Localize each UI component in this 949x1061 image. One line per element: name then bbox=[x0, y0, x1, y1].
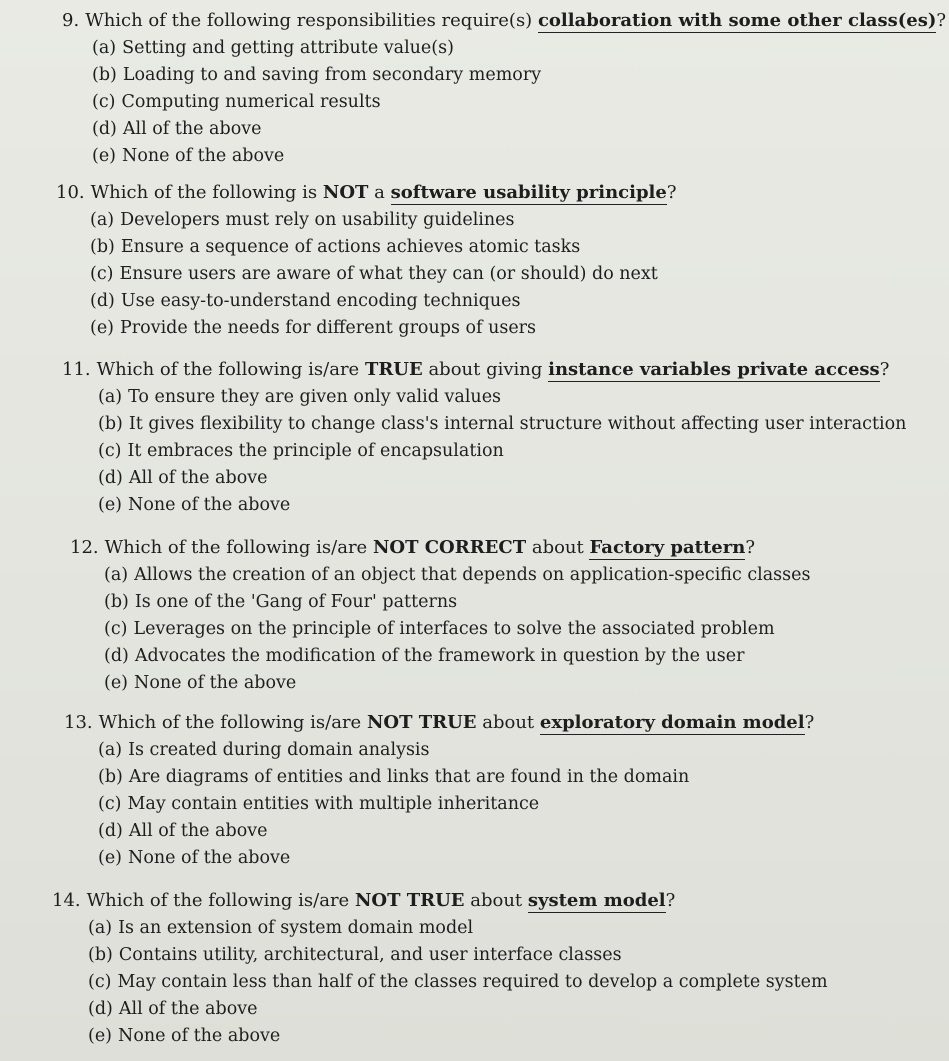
stem-text: Which of the following is bbox=[90, 182, 323, 203]
stem-text: about giving bbox=[422, 359, 549, 380]
question-number: 14. bbox=[52, 890, 81, 911]
option-text: Setting and getting attribute value(s) bbox=[122, 38, 454, 58]
option-text: Loading to and saving from secondary memory bbox=[122, 65, 542, 85]
stem-text: Which of the following is/are bbox=[104, 537, 373, 558]
option-d bbox=[104, 643, 949, 670]
option-label: (d) bbox=[88, 999, 113, 1019]
stem-text: about bbox=[476, 712, 540, 733]
stem-emphasis: NOT TRUE bbox=[366, 712, 477, 733]
question-13 bbox=[0, 710, 949, 872]
option-label: (d) bbox=[104, 646, 129, 666]
option-label: (c) bbox=[90, 264, 114, 284]
option-text: Leverages on the principle of interfaces to solve the associated problem bbox=[133, 619, 775, 639]
option-c bbox=[98, 438, 949, 465]
option-label: (d) bbox=[98, 468, 123, 488]
question-stem bbox=[62, 357, 949, 382]
stem-text: Which of the following is/are bbox=[98, 712, 367, 733]
option-c bbox=[104, 616, 949, 643]
option-list bbox=[56, 207, 949, 342]
option-list bbox=[62, 384, 949, 519]
option-text: Is an extension of system domain model bbox=[118, 918, 474, 938]
option-text: Provide the needs for different groups of users bbox=[120, 318, 537, 338]
option-label: (b) bbox=[104, 592, 129, 612]
option-a bbox=[104, 562, 949, 589]
option-e bbox=[98, 492, 949, 519]
option-text: Developers must rely on usability guidelines bbox=[120, 210, 515, 230]
option-text: Contains utility, architectural, and user interface classes bbox=[118, 945, 622, 965]
stem-topic: collaboration with some other class(es) bbox=[537, 10, 937, 31]
option-label: (c) bbox=[98, 441, 122, 461]
stem-text: a bbox=[368, 182, 391, 203]
stem-end: ? bbox=[936, 10, 947, 31]
question-number: 10. bbox=[56, 182, 85, 203]
option-label: (c) bbox=[88, 972, 112, 992]
option-label: (a) bbox=[98, 740, 123, 760]
option-a bbox=[88, 915, 949, 942]
option-b bbox=[92, 62, 949, 89]
option-label: (c) bbox=[92, 92, 116, 112]
option-text: All of the above bbox=[128, 821, 268, 841]
option-text: Are diagrams of entities and links that are found in the domain bbox=[128, 767, 690, 787]
stem-emphasis: TRUE bbox=[364, 359, 423, 380]
stem-topic: instance variables private access bbox=[548, 359, 880, 380]
option-label: (a) bbox=[90, 210, 115, 230]
option-text: May contain entities with multiple inheritance bbox=[127, 794, 540, 814]
option-d bbox=[98, 465, 949, 492]
option-c bbox=[92, 89, 949, 116]
option-label: (e) bbox=[92, 146, 117, 166]
option-text: All of the above bbox=[118, 999, 258, 1019]
question-stem bbox=[52, 888, 949, 913]
option-d bbox=[98, 818, 949, 845]
option-label: (a) bbox=[104, 565, 129, 585]
stem-end: ? bbox=[745, 537, 755, 558]
option-list bbox=[52, 915, 949, 1050]
option-list bbox=[64, 737, 949, 872]
option-text: May contain less than half of the classes required to develop a complete system bbox=[117, 972, 828, 992]
option-c bbox=[98, 791, 949, 818]
option-label: (d) bbox=[92, 119, 117, 139]
question-number: 12. bbox=[70, 537, 99, 558]
option-text: Is created during domain analysis bbox=[128, 740, 430, 760]
option-label: (a) bbox=[88, 918, 113, 938]
question-number: 11. bbox=[62, 359, 91, 380]
option-text: All of the above bbox=[122, 119, 262, 139]
option-label: (b) bbox=[98, 767, 123, 787]
stem-end: ? bbox=[665, 890, 676, 911]
option-e bbox=[104, 670, 949, 697]
option-text: Ensure a sequence of actions achieves atomic tasks bbox=[120, 237, 581, 257]
option-b bbox=[104, 589, 949, 616]
option-b bbox=[90, 234, 949, 261]
option-list bbox=[70, 562, 949, 697]
option-d bbox=[88, 996, 949, 1023]
option-label: (d) bbox=[90, 291, 115, 311]
option-text: To ensure they are given only valid values bbox=[128, 387, 502, 407]
option-text: Ensure users are aware of what they can (or should) do next bbox=[119, 264, 658, 284]
option-e bbox=[98, 845, 949, 872]
option-label: (a) bbox=[98, 387, 123, 407]
option-d bbox=[90, 288, 949, 315]
option-a bbox=[98, 384, 949, 411]
question-9 bbox=[0, 8, 949, 170]
option-text: None of the above bbox=[118, 1026, 281, 1046]
option-c bbox=[90, 261, 949, 288]
stem-text: Which of the following is/are bbox=[86, 890, 355, 911]
option-label: (e) bbox=[90, 318, 115, 338]
option-label: (c) bbox=[98, 794, 122, 814]
option-label: (a) bbox=[92, 38, 117, 58]
stem-end: ? bbox=[666, 182, 677, 203]
stem-text: Which of the following responsibilities require(s) bbox=[85, 10, 538, 31]
stem-text: about bbox=[526, 537, 590, 558]
stem-text: Which of the following is/are bbox=[96, 359, 365, 380]
question-stem bbox=[70, 535, 949, 560]
stem-end: ? bbox=[804, 712, 815, 733]
option-text: Advocates the modification of the framework in question by the user bbox=[134, 646, 745, 666]
option-b bbox=[98, 764, 949, 791]
option-text: None of the above bbox=[122, 146, 285, 166]
question-12 bbox=[0, 535, 949, 697]
option-b bbox=[88, 942, 949, 969]
option-b bbox=[98, 411, 949, 438]
option-text: It gives flexibility to change class's internal structure without affecting user interaction bbox=[128, 414, 907, 434]
option-label: (b) bbox=[90, 237, 115, 257]
option-label: (b) bbox=[92, 65, 117, 85]
option-text: It embraces the principle of encapsulation bbox=[127, 441, 504, 461]
option-text: None of the above bbox=[128, 495, 291, 515]
question-11 bbox=[0, 357, 949, 519]
option-text: Allows the creation of an object that depends on application-specific classes bbox=[134, 565, 811, 585]
option-c bbox=[88, 969, 949, 996]
option-a bbox=[92, 35, 949, 62]
question-number: 13. bbox=[64, 712, 93, 733]
option-text: None of the above bbox=[128, 848, 291, 868]
option-label: (d) bbox=[98, 821, 123, 841]
stem-text: about bbox=[464, 890, 528, 911]
option-label: (e) bbox=[88, 1026, 113, 1046]
stem-topic: Factory pattern bbox=[589, 537, 746, 558]
option-a bbox=[90, 207, 949, 234]
question-stem bbox=[62, 8, 949, 33]
option-label: (c) bbox=[104, 619, 128, 639]
option-e bbox=[90, 315, 949, 342]
option-e bbox=[92, 143, 949, 170]
stem-emphasis: NOT bbox=[322, 182, 369, 203]
stem-emphasis: NOT CORRECT bbox=[372, 537, 527, 558]
question-stem bbox=[56, 180, 949, 205]
option-list bbox=[62, 35, 949, 170]
option-text: Use easy-to-understand encoding techniques bbox=[120, 291, 521, 311]
question-stem bbox=[64, 710, 949, 735]
stem-topic: software usability principle bbox=[390, 182, 667, 203]
option-label: (b) bbox=[98, 414, 123, 434]
option-e bbox=[88, 1023, 949, 1050]
option-a bbox=[98, 737, 949, 764]
option-d bbox=[92, 116, 949, 143]
stem-topic: exploratory domain model bbox=[539, 712, 805, 733]
stem-end: ? bbox=[879, 359, 890, 380]
option-text: Computing numerical results bbox=[121, 92, 381, 112]
option-text: All of the above bbox=[128, 468, 268, 488]
option-label: (e) bbox=[104, 673, 129, 693]
stem-emphasis: NOT TRUE bbox=[354, 890, 465, 911]
option-text: Is one of the 'Gang of Four' patterns bbox=[134, 592, 458, 612]
option-text: None of the above bbox=[134, 673, 297, 693]
question-14 bbox=[0, 888, 949, 1050]
option-label: (e) bbox=[98, 848, 123, 868]
question-number: 9. bbox=[62, 10, 80, 31]
option-label: (e) bbox=[98, 495, 123, 515]
stem-topic: system model bbox=[527, 890, 666, 911]
question-10 bbox=[0, 180, 949, 342]
option-label: (b) bbox=[88, 945, 113, 965]
